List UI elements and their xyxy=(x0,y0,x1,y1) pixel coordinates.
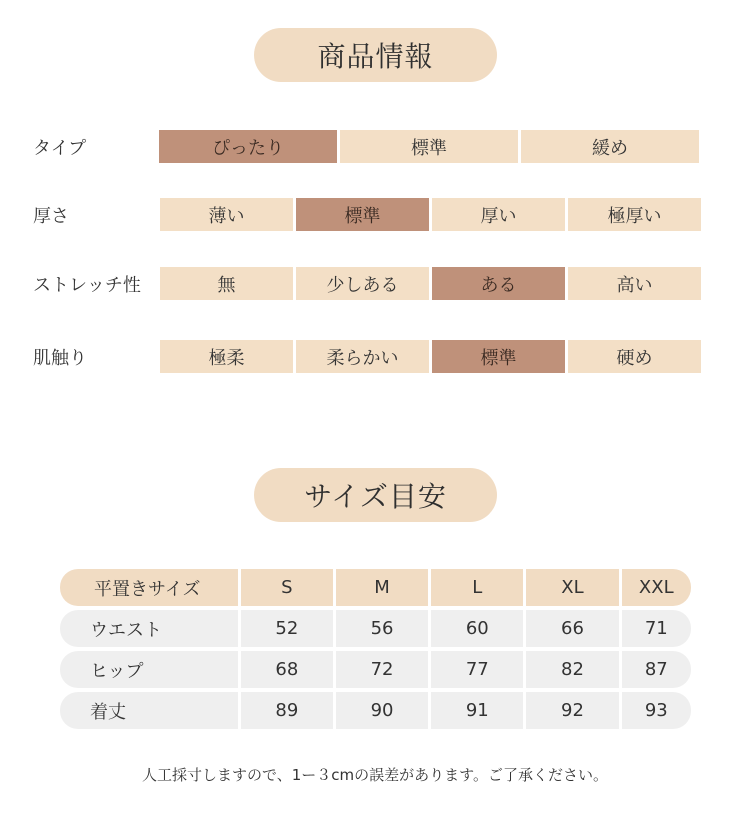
header-cell: 平置きサイズ xyxy=(60,569,238,606)
table-cell: 72 xyxy=(336,651,428,688)
section-title-product-info: 商品情報 xyxy=(254,28,497,82)
option-texture-2[interactable]: 標準 xyxy=(432,340,565,373)
option-thickness-3[interactable]: 極厚い xyxy=(568,198,701,231)
option-thickness-1[interactable]: 標準 xyxy=(296,198,429,231)
table-row xyxy=(60,651,691,688)
row-label: 着丈 xyxy=(60,692,238,729)
option-stretch-3[interactable]: 高い xyxy=(568,267,701,300)
table-cell: 71 xyxy=(622,610,691,647)
attr-options-stretch xyxy=(160,267,704,300)
table-cell: 82 xyxy=(526,651,618,688)
option-stretch-2[interactable]: ある xyxy=(432,267,565,300)
table-cell: 56 xyxy=(336,610,428,647)
header-cell: M xyxy=(336,569,428,606)
header-cell: S xyxy=(241,569,333,606)
size-table xyxy=(60,569,691,733)
option-texture-1[interactable]: 柔らかい xyxy=(296,340,429,373)
option-texture-0[interactable]: 極柔 xyxy=(160,340,293,373)
option-type-2[interactable]: 緩め xyxy=(521,130,699,163)
table-cell: 90 xyxy=(336,692,428,729)
attr-options-texture xyxy=(160,340,704,373)
option-thickness-2[interactable]: 厚い xyxy=(432,198,565,231)
table-cell: 91 xyxy=(431,692,523,729)
table-cell: 68 xyxy=(241,651,333,688)
attr-options-thickness xyxy=(160,198,704,231)
row-label: ヒップ xyxy=(60,651,238,688)
attr-label-thickness: 厚さ xyxy=(33,206,69,227)
table-cell: 87 xyxy=(622,651,691,688)
header-cell: L xyxy=(431,569,523,606)
attr-label-texture: 肌触り xyxy=(33,348,87,369)
option-texture-3[interactable]: 硬め xyxy=(568,340,701,373)
attr-label-type: タイプ xyxy=(33,138,87,159)
option-type-0[interactable]: ぴったり xyxy=(159,130,337,163)
table-row xyxy=(60,692,691,729)
table-cell: 66 xyxy=(526,610,618,647)
measurement-note: 人工採寸しますので、1ー３cmの誤差があります。ご了承ください。 xyxy=(142,766,608,784)
table-cell: 89 xyxy=(241,692,333,729)
size-table-header xyxy=(60,569,691,606)
attr-options-type xyxy=(159,130,702,163)
table-cell: 60 xyxy=(431,610,523,647)
table-cell: 93 xyxy=(622,692,691,729)
option-stretch-1[interactable]: 少しある xyxy=(296,267,429,300)
option-thickness-0[interactable]: 薄い xyxy=(160,198,293,231)
option-stretch-0[interactable]: 無 xyxy=(160,267,293,300)
header-cell: XL xyxy=(526,569,618,606)
attr-label-stretch: ストレッチ性 xyxy=(33,275,141,296)
table-cell: 52 xyxy=(241,610,333,647)
table-cell: 77 xyxy=(431,651,523,688)
table-row xyxy=(60,610,691,647)
table-cell: 92 xyxy=(526,692,618,729)
option-type-1[interactable]: 標準 xyxy=(340,130,518,163)
section-title-size-guide: サイズ目安 xyxy=(254,468,497,522)
row-label: ウエスト xyxy=(60,610,238,647)
header-cell: XXL xyxy=(622,569,691,606)
